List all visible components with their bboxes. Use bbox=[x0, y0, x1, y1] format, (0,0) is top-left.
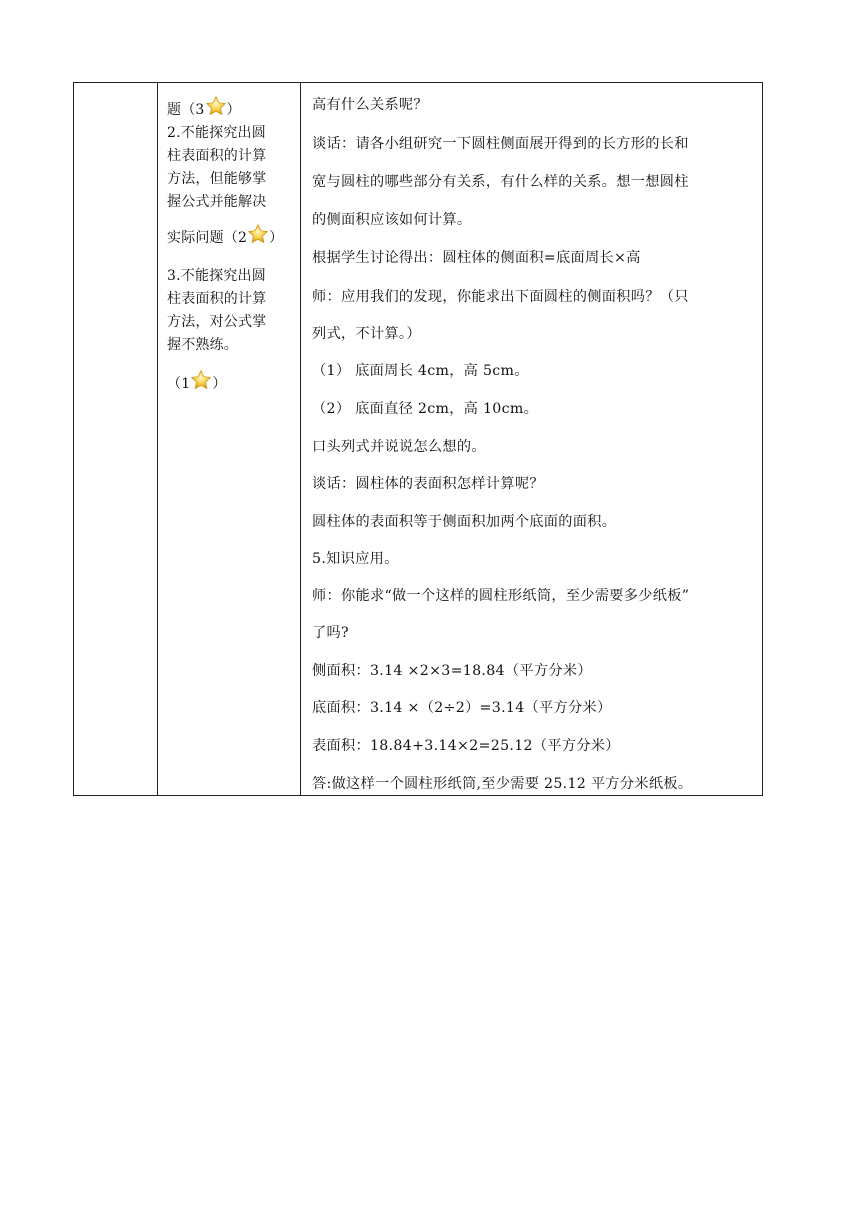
evaluation-line bbox=[167, 369, 295, 392]
process-line: 底面积：3.14 ×（2÷2）=3.14（平方分米） bbox=[312, 700, 612, 716]
evaluation-item-1 bbox=[167, 95, 295, 118]
evaluation-line bbox=[167, 223, 295, 246]
table-column-empty bbox=[74, 83, 158, 795]
evaluation-item-2 bbox=[167, 122, 295, 246]
evaluation-column bbox=[158, 83, 301, 795]
lesson-table bbox=[73, 82, 763, 796]
evaluation-text: 题（3 bbox=[167, 102, 205, 118]
process-line: 侧面积：3.14 ×2×3=18.84（平方分米） bbox=[312, 663, 592, 679]
process-line: 表面积：18.84+3.14×2=25.12（平方分米） bbox=[312, 738, 620, 754]
evaluation-item-3 bbox=[167, 265, 295, 392]
evaluation-text: ） bbox=[226, 102, 241, 118]
process-line: 根据学生讨论得出：圆柱体的侧面积=底面周长×高 bbox=[312, 250, 641, 266]
process-column bbox=[301, 83, 762, 795]
process-line: 谈话：请各小组研究一下圆柱侧面展开得到的长方形的长和 bbox=[312, 136, 689, 152]
star-icon bbox=[247, 223, 269, 245]
star-icon bbox=[190, 369, 212, 391]
evaluation-line: 方法，对公式掌 bbox=[167, 314, 267, 330]
process-line: （1） 底面周长 4cm，高 5cm。 bbox=[312, 363, 529, 379]
process-line: 的侧面积应该如何计算。 bbox=[312, 212, 472, 228]
evaluation-line: 握公式并能解决 bbox=[167, 194, 267, 210]
evaluation-text: （1 bbox=[167, 376, 191, 392]
evaluation-text: ） bbox=[212, 376, 227, 392]
process-line: 高有什么关系呢？ bbox=[312, 97, 428, 113]
process-line: 宽与圆柱的哪些部分有关系，有什么样的关系。想一想圆柱 bbox=[312, 174, 689, 190]
process-line: 圆柱体的表面积等于侧面积加两个底面的面积。 bbox=[312, 514, 617, 530]
evaluation-line: 3.不能探究出圆 bbox=[167, 268, 266, 284]
process-line: 师：你能求“做一个这样的圆柱形纸筒，至少需要多少纸板” bbox=[312, 588, 690, 604]
evaluation-text: ） bbox=[269, 230, 284, 246]
process-line: 师：应用我们的发现，你能求出下面圆柱的侧面积吗？（只 bbox=[312, 289, 689, 305]
evaluation-line: 方法，但能够掌 bbox=[167, 171, 267, 187]
process-line: 5.知识应用。 bbox=[312, 551, 399, 567]
evaluation-line: 柱表面积的计算 bbox=[167, 291, 267, 307]
process-line: 谈话：圆柱体的表面积怎样计算呢？ bbox=[312, 476, 544, 492]
evaluation-line bbox=[167, 95, 295, 118]
evaluation-line: 柱表面积的计算 bbox=[167, 148, 267, 164]
process-line: 答:做这样一个圆柱形纸筒,至少需要 25.12 平方分米纸板。 bbox=[312, 776, 693, 792]
process-line: 了吗? bbox=[312, 625, 349, 641]
star-icon bbox=[205, 95, 227, 117]
evaluation-line: 握不熟练。 bbox=[167, 337, 238, 353]
evaluation-line: 2.不能探究出圆 bbox=[167, 125, 266, 141]
evaluation-text: 实际问题（2 bbox=[167, 230, 248, 246]
process-line: 口头列式并说说怎么想的。 bbox=[312, 439, 486, 455]
process-line: 列式，不计算。） bbox=[312, 326, 421, 342]
process-line: （2） 底面直径 2cm，高 10cm。 bbox=[312, 401, 539, 417]
